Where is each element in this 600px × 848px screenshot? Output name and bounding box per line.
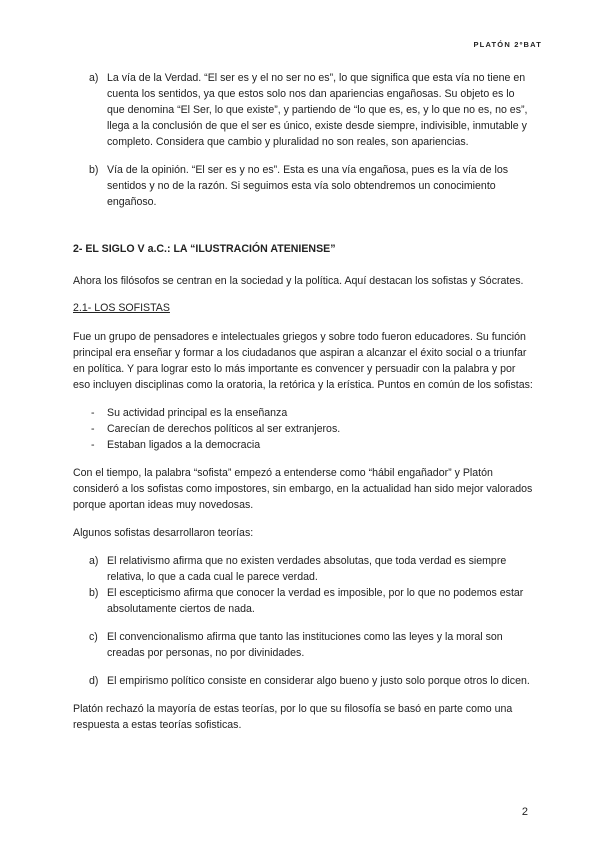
intro-paragraph: Ahora los filósofos se centran en la sociedad y la política. Aquí destacan los sofistas y Sócrates. [73, 275, 524, 287]
vias-list [73, 70, 533, 210]
list-item-text: Estaban ligados a la democracia [107, 439, 261, 451]
page-content [73, 70, 533, 733]
list-marker: c) [89, 631, 98, 643]
list-item [73, 437, 533, 453]
list-dash: - [91, 407, 95, 419]
list-marker: d) [89, 675, 99, 687]
list-item-text: El escepticismo afirma que conocer la verdad es imposible, por lo que no podemos estar absolutamente ciertos de nada. [107, 587, 524, 615]
teorias-intro: Algunos sofistas desarrollaron teorías: [73, 527, 254, 539]
page-header: PLATÓN 2ºBAT [473, 40, 542, 49]
teorias-list [73, 553, 533, 689]
tiempo-paragraph: Con el tiempo, la palabra “sofista” empezó a entenderse como “hábil engañador” y Platón consideró a los sofistas como impostores, sin embargo, en la actualidad han sido mejor valorados porque aportan ideas muy novedosas. [73, 467, 533, 511]
list-item [73, 162, 533, 210]
list-item [73, 553, 533, 585]
list-item-text: El relativismo afirma que no existen verdades absolutas, que toda verdad es siempre relativa, lo que a cada cual le parece verdad. [107, 555, 507, 583]
list-item-text: Vía de la opinión. “El ser es y no es”. Esta es una vía engañosa, pues es la vía de los sentidos y no de la razón. Si seguimos esta vía solo obtendremos un conocimiento engañoso. [107, 164, 509, 208]
list-item [73, 629, 533, 661]
section-heading: 2- EL SIGLO V a.C.: LA “ILUSTRACIÓN ATENIENSE” [73, 243, 336, 255]
sofistas-paragraph: Fue un grupo de pensadores e intelectuales griegos y sobre todo fueron educadores. Su función principal era enseñar y formar a los ciudadanos que aspiran a alcanzar el éxito social o a triunfar en política. Y para lograr esto lo más importante es convencer y persuadir con la palabra y por eso incluyen disciplinas como la oratoria, la retórica y la erística. Puntos en común de los sofistas: [73, 331, 533, 391]
list-item-text: La vía de la Verdad. “El ser es y el no ser no es”, lo que significa que esta vía no tiene en cuenta los sentidos, ya que estos solo nos dan apariencias engañosas. Su objeto es lo que denomina “El Ser, lo que existe”, y partiendo de “lo que es, es, y lo que no es, no es”, llega a la conclusión de que el ser es único, existe desde siempre, indivisible, inmutable y completo. Considera que cambio y pluralidad no son reales, son apariencias. [107, 72, 528, 148]
subsection-heading: 2.1- LOS SOFISTAS [73, 302, 170, 314]
list-marker: b) [89, 164, 99, 176]
list-marker: b) [89, 587, 99, 599]
list-dash: - [91, 439, 95, 451]
page-number: 2 [521, 806, 528, 818]
list-item-text: El convencionalismo afirma que tanto las instituciones como las leyes y la moral son creadas por personas, no por divinidades. [107, 631, 503, 659]
list-item [73, 585, 533, 617]
list-item [73, 70, 533, 150]
bullet-list [73, 405, 533, 453]
list-marker: a) [89, 555, 99, 567]
list-item [73, 673, 533, 689]
list-item [73, 421, 533, 437]
list-marker: a) [89, 72, 99, 84]
list-item-text: El empirismo político consiste en considerar algo bueno y justo solo porque otros lo dicen. [107, 675, 530, 687]
conclusion-paragraph: Platón rechazó la mayoría de estas teorías, por lo que su filosofía se basó en parte como una respuesta a estas teorías sofisticas. [73, 703, 513, 731]
list-dash: - [91, 423, 95, 435]
list-item [73, 405, 533, 421]
list-item-text: Su actividad principal es la enseñanza [107, 407, 288, 419]
list-item-text: Carecían de derechos políticos al ser extranjeros. [107, 423, 341, 435]
